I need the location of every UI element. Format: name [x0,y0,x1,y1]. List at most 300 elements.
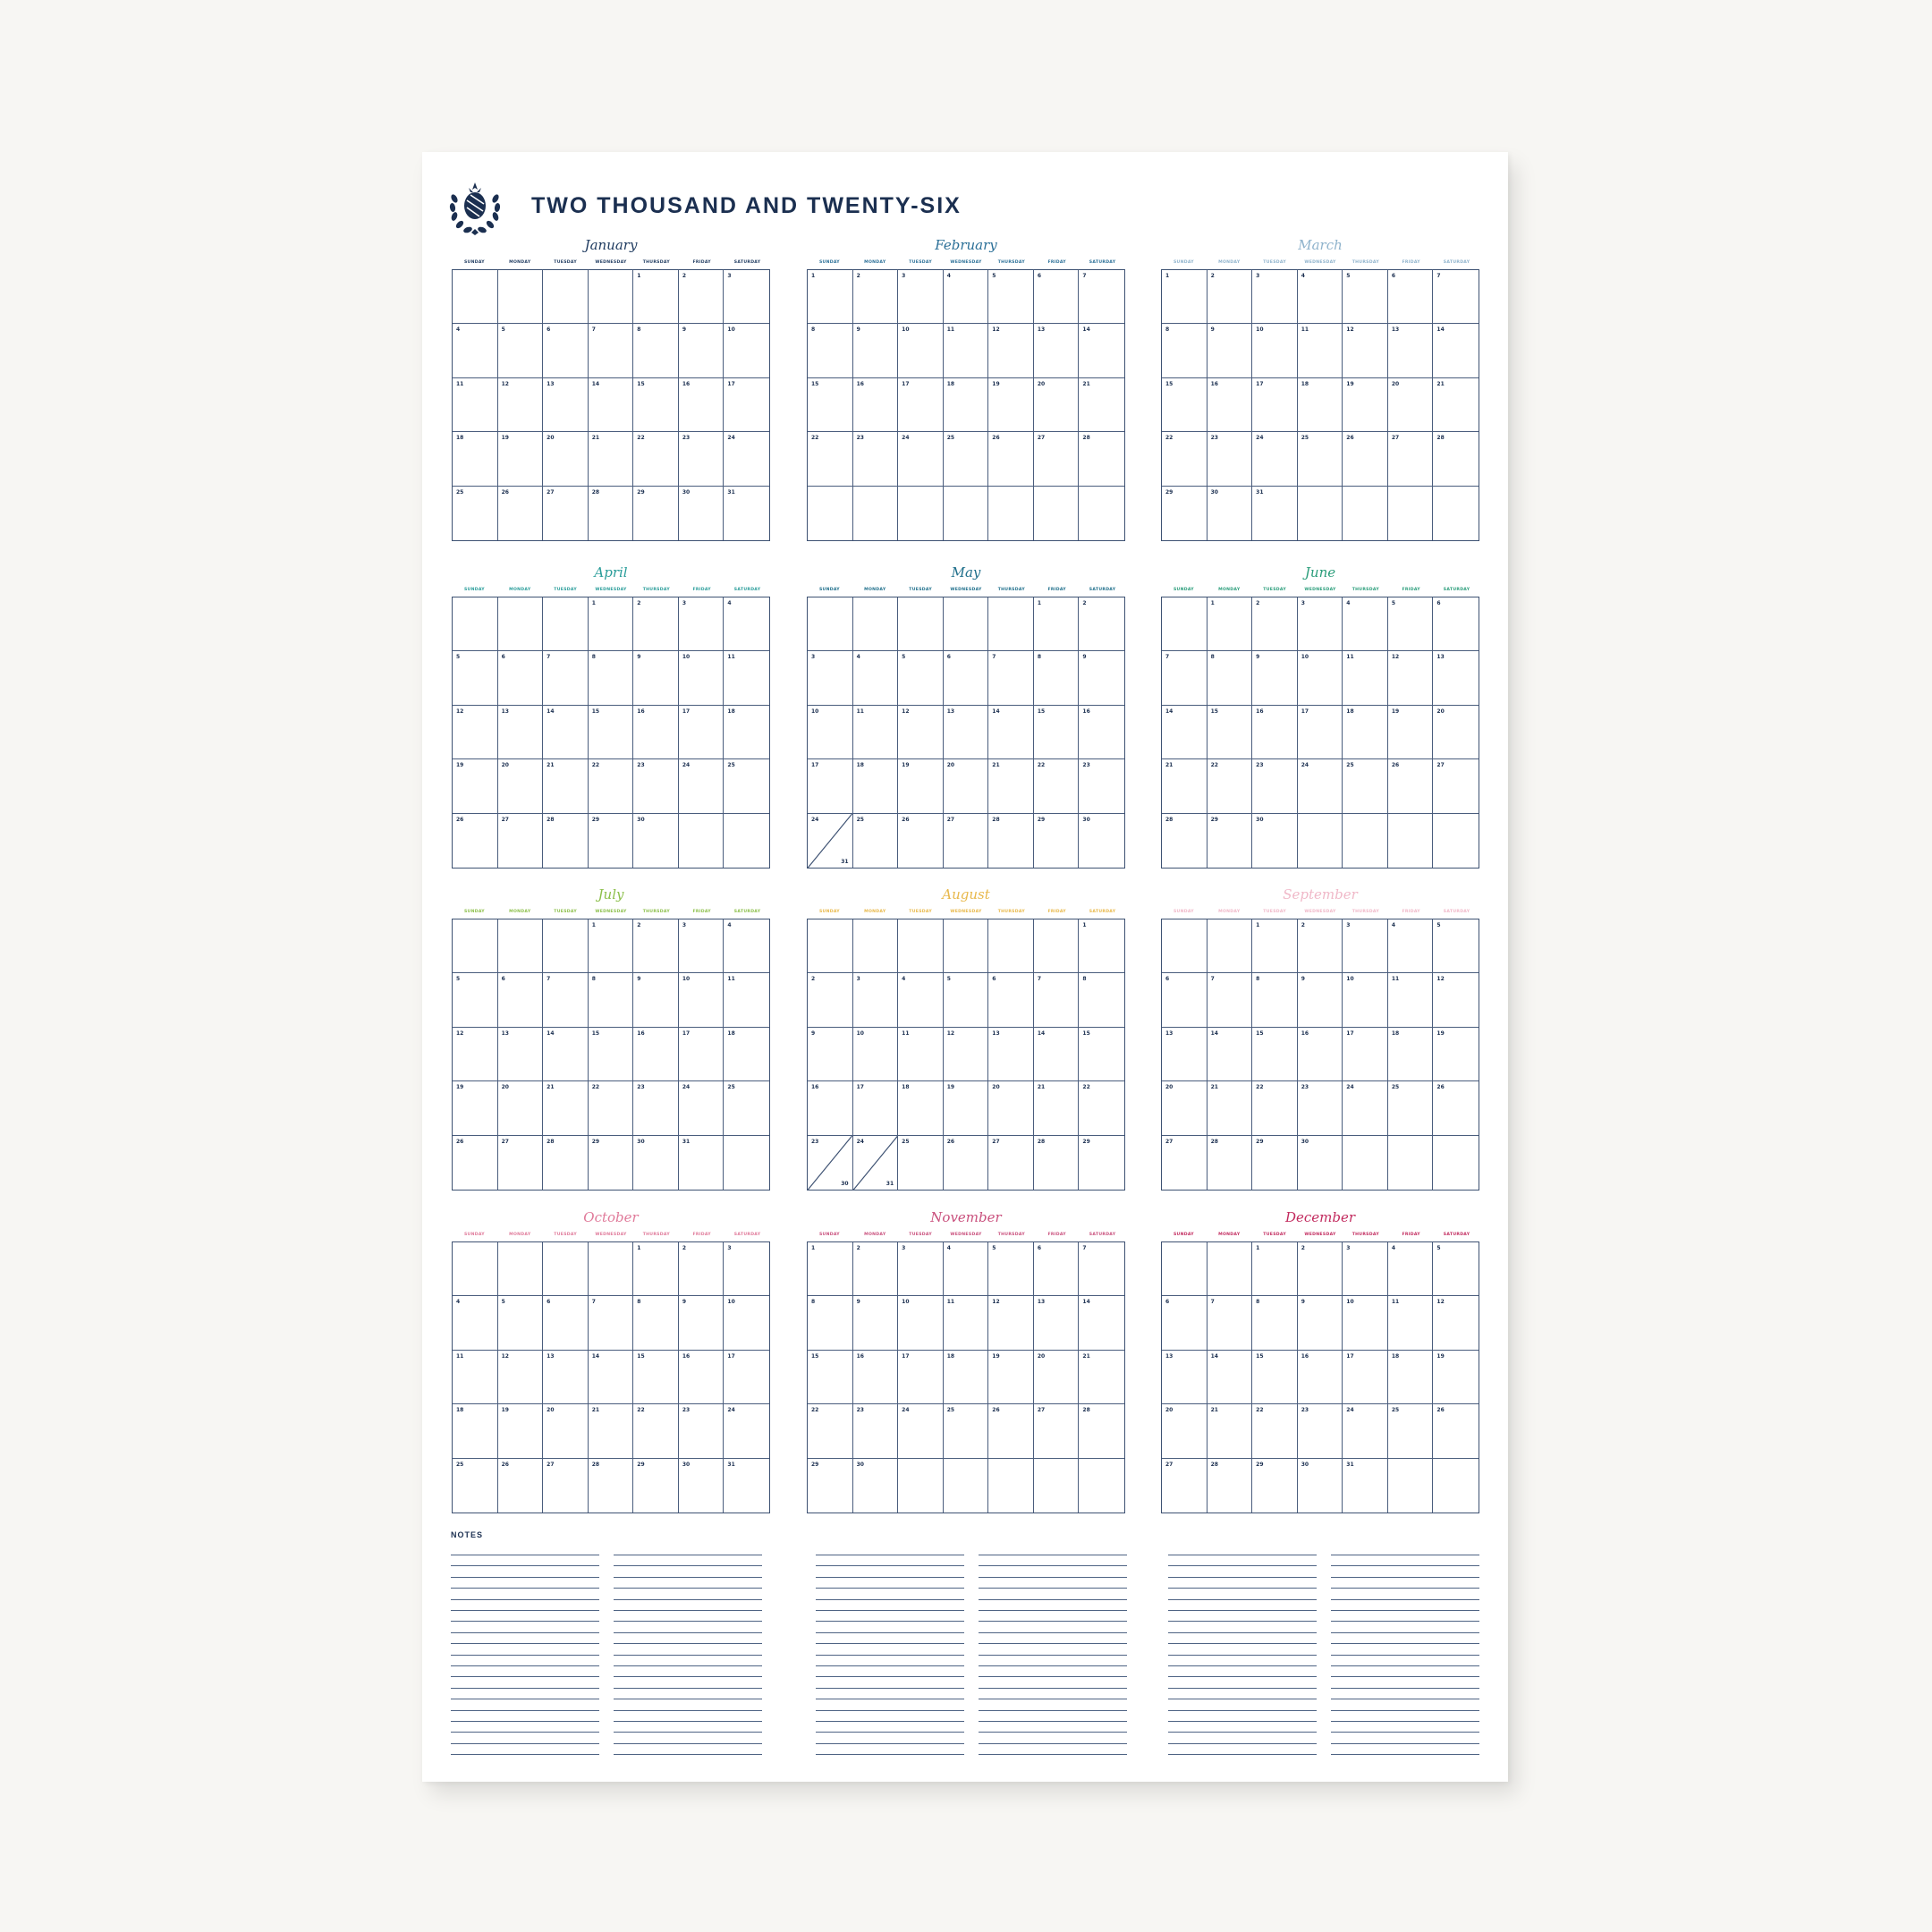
day-cell[interactable] [543,1351,589,1404]
day-cell[interactable] [498,973,544,1027]
day-cell[interactable] [589,1351,634,1404]
day-cell[interactable] [1252,759,1298,813]
day-cell[interactable] [589,378,634,432]
day-cell[interactable] [1388,1136,1434,1190]
day-cell[interactable] [589,919,634,973]
day-cell[interactable] [453,651,498,705]
day-cell[interactable] [1079,973,1124,1027]
day-cell[interactable] [633,919,679,973]
day-cell[interactable] [1034,1136,1080,1190]
day-cell[interactable] [589,759,634,813]
day-cell[interactable] [724,324,769,377]
day-cell[interactable] [543,814,589,868]
day-cell[interactable] [724,487,769,540]
day-cell[interactable] [853,814,899,868]
day-cell[interactable] [1343,1081,1388,1135]
day-cell[interactable] [1343,487,1388,540]
day-cell[interactable] [724,1081,769,1135]
day-cell[interactable] [589,1242,634,1296]
day-cell[interactable] [633,1242,679,1296]
day-cell[interactable] [944,597,989,651]
day-cell[interactable] [944,324,989,377]
day-cell[interactable] [1433,919,1479,973]
day-cell[interactable] [633,1028,679,1081]
day-cell[interactable] [1343,1296,1388,1350]
day-cell[interactable] [543,651,589,705]
day-cell[interactable] [1433,432,1479,486]
day-cell[interactable] [453,1136,498,1190]
day-cell[interactable] [1162,597,1208,651]
day-cell[interactable] [1433,651,1479,705]
day-cell[interactable] [808,597,853,651]
day-cell[interactable] [498,706,544,759]
day-cell[interactable] [1343,1242,1388,1296]
day-cell[interactable] [724,973,769,1027]
day-cell[interactable] [724,378,769,432]
day-cell[interactable] [1208,432,1253,486]
day-cell[interactable] [944,759,989,813]
day-cell[interactable] [1162,1404,1208,1458]
day-cell[interactable] [543,706,589,759]
day-cell[interactable] [1079,1081,1124,1135]
day-cell[interactable] [679,919,724,973]
day-cell[interactable] [1162,1028,1208,1081]
day-cell[interactable] [724,814,769,868]
day-cell[interactable] [679,324,724,377]
day-cell[interactable] [633,597,679,651]
day-cell[interactable] [898,1404,944,1458]
day-cell[interactable] [1208,651,1253,705]
day-cell[interactable] [679,1242,724,1296]
day-cell[interactable] [1388,1028,1434,1081]
day-cell[interactable] [543,324,589,377]
day-cell[interactable] [1034,597,1080,651]
day-cell[interactable] [543,1081,589,1135]
day-cell[interactable] [1034,759,1080,813]
day-cell[interactable] [679,432,724,486]
day-cell[interactable] [808,1136,853,1190]
day-cell[interactable] [808,432,853,486]
notes-column[interactable] [816,1555,964,1760]
day-cell[interactable] [808,919,853,973]
day-cell[interactable] [1433,378,1479,432]
day-cell[interactable] [898,1028,944,1081]
day-cell[interactable] [988,1351,1034,1404]
day-cell[interactable] [1343,973,1388,1027]
day-cell[interactable] [1388,270,1434,324]
day-cell[interactable] [853,487,899,540]
day-cell[interactable] [1433,597,1479,651]
day-cell[interactable] [1433,814,1479,868]
day-cell[interactable] [1252,651,1298,705]
day-cell[interactable] [1252,432,1298,486]
day-cell[interactable] [543,759,589,813]
day-cell[interactable] [1208,597,1253,651]
day-cell[interactable] [1208,973,1253,1027]
day-cell[interactable] [543,1242,589,1296]
day-cell[interactable] [1208,919,1253,973]
day-cell[interactable] [1162,324,1208,377]
day-cell[interactable] [453,1242,498,1296]
day-cell[interactable] [1162,487,1208,540]
day-cell[interactable] [679,759,724,813]
day-cell[interactable] [1298,378,1343,432]
day-cell[interactable] [944,706,989,759]
day-cell[interactable] [1208,378,1253,432]
day-cell[interactable] [988,1296,1034,1350]
day-cell[interactable] [1343,432,1388,486]
day-cell[interactable] [1388,1242,1434,1296]
day-cell[interactable] [898,706,944,759]
day-cell[interactable] [543,432,589,486]
day-cell[interactable] [944,814,989,868]
day-cell[interactable] [808,1459,853,1513]
day-cell[interactable] [1208,487,1253,540]
day-cell[interactable] [853,973,899,1027]
day-cell[interactable] [1034,814,1080,868]
day-cell[interactable] [1298,487,1343,540]
day-cell[interactable] [589,270,634,324]
day-cell[interactable] [1433,1081,1479,1135]
day-cell[interactable] [1079,432,1124,486]
day-cell[interactable] [1298,706,1343,759]
day-cell[interactable] [1208,1404,1253,1458]
day-cell[interactable] [1252,919,1298,973]
day-cell[interactable] [1034,973,1080,1027]
day-cell[interactable] [1162,1242,1208,1296]
day-cell[interactable] [498,1296,544,1350]
day-cell[interactable] [1079,1242,1124,1296]
day-cell[interactable] [453,1404,498,1458]
day-cell[interactable] [1298,432,1343,486]
day-cell[interactable] [853,706,899,759]
day-cell[interactable] [453,1296,498,1350]
day-cell[interactable] [453,759,498,813]
day-cell[interactable] [1388,378,1434,432]
day-cell[interactable] [1388,759,1434,813]
day-cell[interactable] [453,1028,498,1081]
day-cell[interactable] [1079,597,1124,651]
day-cell[interactable] [853,270,899,324]
day-cell[interactable] [988,1242,1034,1296]
day-cell[interactable] [988,973,1034,1027]
day-cell[interactable] [944,487,989,540]
day-cell[interactable] [988,270,1034,324]
day-cell[interactable] [898,1081,944,1135]
day-cell[interactable] [1252,1296,1298,1350]
day-cell[interactable] [453,324,498,377]
day-cell[interactable] [1252,270,1298,324]
day-cell[interactable] [944,378,989,432]
day-cell[interactable] [1298,1296,1343,1350]
day-cell[interactable] [853,597,899,651]
day-cell[interactable] [589,706,634,759]
day-cell[interactable] [1433,1404,1479,1458]
day-cell[interactable] [498,1028,544,1081]
day-cell[interactable] [1034,270,1080,324]
day-cell[interactable] [679,1081,724,1135]
day-cell[interactable] [808,1028,853,1081]
day-cell[interactable] [988,814,1034,868]
day-cell[interactable] [498,1242,544,1296]
day-cell[interactable] [1343,1028,1388,1081]
day-cell[interactable] [498,324,544,377]
day-cell[interactable] [724,270,769,324]
day-cell[interactable] [853,324,899,377]
day-cell[interactable] [1433,324,1479,377]
day-cell[interactable] [724,759,769,813]
day-cell[interactable] [853,1404,899,1458]
day-cell[interactable] [988,1404,1034,1458]
day-cell[interactable] [543,378,589,432]
day-cell[interactable] [1034,1296,1080,1350]
day-cell[interactable] [1433,1242,1479,1296]
day-cell[interactable] [633,1296,679,1350]
day-cell[interactable] [1298,1404,1343,1458]
day-cell[interactable] [853,1081,899,1135]
day-cell[interactable] [808,324,853,377]
day-cell[interactable] [1252,706,1298,759]
day-cell[interactable] [808,814,853,868]
day-cell[interactable] [853,1459,899,1513]
day-cell[interactable] [1388,651,1434,705]
day-cell[interactable] [944,973,989,1027]
day-cell[interactable] [633,378,679,432]
day-cell[interactable] [453,432,498,486]
day-cell[interactable] [724,651,769,705]
notes-column[interactable] [451,1555,599,1760]
day-cell[interactable] [1433,1351,1479,1404]
day-cell[interactable] [589,597,634,651]
day-cell[interactable] [1388,919,1434,973]
day-cell[interactable] [1298,1028,1343,1081]
day-cell[interactable] [988,1028,1034,1081]
day-cell[interactable] [453,487,498,540]
day-cell[interactable] [1208,706,1253,759]
day-cell[interactable] [1343,378,1388,432]
day-cell[interactable] [808,1351,853,1404]
day-cell[interactable] [1298,973,1343,1027]
day-cell[interactable] [944,270,989,324]
day-cell[interactable] [1252,1351,1298,1404]
day-cell[interactable] [724,1242,769,1296]
day-cell[interactable] [1388,324,1434,377]
day-cell[interactable] [1433,1028,1479,1081]
day-cell[interactable] [1388,597,1434,651]
day-cell[interactable] [898,759,944,813]
day-cell[interactable] [679,487,724,540]
day-cell[interactable] [1208,1351,1253,1404]
day-cell[interactable] [853,651,899,705]
day-cell[interactable] [1034,432,1080,486]
day-cell[interactable] [1433,1459,1479,1513]
day-cell[interactable] [633,814,679,868]
day-cell[interactable] [1343,919,1388,973]
day-cell[interactable] [1298,1351,1343,1404]
day-cell[interactable] [898,1296,944,1350]
day-cell[interactable] [944,919,989,973]
day-cell[interactable] [1162,432,1208,486]
day-cell[interactable] [1298,324,1343,377]
day-cell[interactable] [944,1459,989,1513]
day-cell[interactable] [1433,270,1479,324]
day-cell[interactable] [1208,324,1253,377]
day-cell[interactable] [1252,324,1298,377]
day-cell[interactable] [944,1296,989,1350]
day-cell[interactable] [1208,759,1253,813]
day-cell[interactable] [498,597,544,651]
day-cell[interactable] [808,706,853,759]
day-cell[interactable] [453,1081,498,1135]
day-cell[interactable] [808,759,853,813]
day-cell[interactable] [1034,324,1080,377]
day-cell[interactable] [679,706,724,759]
day-cell[interactable] [1298,1136,1343,1190]
day-cell[interactable] [898,973,944,1027]
day-cell[interactable] [589,324,634,377]
day-cell[interactable] [1252,378,1298,432]
day-cell[interactable] [498,378,544,432]
day-cell[interactable] [589,432,634,486]
day-cell[interactable] [1162,270,1208,324]
day-cell[interactable] [1034,1404,1080,1458]
day-cell[interactable] [1162,759,1208,813]
notes-column[interactable] [979,1555,1127,1760]
day-cell[interactable] [1433,1136,1479,1190]
day-cell[interactable] [1079,324,1124,377]
day-cell[interactable] [1298,597,1343,651]
day-cell[interactable] [724,1028,769,1081]
day-cell[interactable] [633,487,679,540]
day-cell[interactable] [679,1028,724,1081]
day-cell[interactable] [1388,706,1434,759]
day-cell[interactable] [589,1136,634,1190]
day-cell[interactable] [543,1028,589,1081]
day-cell[interactable] [453,597,498,651]
day-cell[interactable] [453,919,498,973]
day-cell[interactable] [1433,759,1479,813]
day-cell[interactable] [679,1136,724,1190]
day-cell[interactable] [724,1404,769,1458]
day-cell[interactable] [898,1242,944,1296]
day-cell[interactable] [679,1459,724,1513]
day-cell[interactable] [944,432,989,486]
day-cell[interactable] [808,487,853,540]
day-cell[interactable] [944,1351,989,1404]
day-cell[interactable] [724,1136,769,1190]
day-cell[interactable] [1034,1028,1080,1081]
day-cell[interactable] [1034,706,1080,759]
day-cell[interactable] [988,324,1034,377]
day-cell[interactable] [853,759,899,813]
day-cell[interactable] [1252,1081,1298,1135]
day-cell[interactable] [898,651,944,705]
day-cell[interactable] [1298,1081,1343,1135]
day-cell[interactable] [724,919,769,973]
day-cell[interactable] [1252,1242,1298,1296]
day-cell[interactable] [1162,919,1208,973]
day-cell[interactable] [944,1242,989,1296]
day-cell[interactable] [853,1242,899,1296]
day-cell[interactable] [633,1459,679,1513]
day-cell[interactable] [1079,378,1124,432]
day-cell[interactable] [453,270,498,324]
day-cell[interactable] [1433,706,1479,759]
day-cell[interactable] [988,1081,1034,1135]
day-cell[interactable] [853,1136,899,1190]
day-cell[interactable] [589,1296,634,1350]
day-cell[interactable] [724,432,769,486]
day-cell[interactable] [988,432,1034,486]
day-cell[interactable] [1252,1136,1298,1190]
day-cell[interactable] [988,597,1034,651]
day-cell[interactable] [853,1028,899,1081]
day-cell[interactable] [679,973,724,1027]
day-cell[interactable] [1208,1028,1253,1081]
day-cell[interactable] [1034,1459,1080,1513]
day-cell[interactable] [633,973,679,1027]
day-cell[interactable] [944,1404,989,1458]
day-cell[interactable] [988,1136,1034,1190]
day-cell[interactable] [1433,1296,1479,1350]
day-cell[interactable] [988,1459,1034,1513]
day-cell[interactable] [1162,378,1208,432]
day-cell[interactable] [543,973,589,1027]
day-cell[interactable] [498,1404,544,1458]
day-cell[interactable] [1079,1028,1124,1081]
day-cell[interactable] [724,706,769,759]
day-cell[interactable] [498,432,544,486]
day-cell[interactable] [1034,487,1080,540]
day-cell[interactable] [1433,973,1479,1027]
day-cell[interactable] [1162,1459,1208,1513]
day-cell[interactable] [1298,1242,1343,1296]
day-cell[interactable] [543,1459,589,1513]
day-cell[interactable] [853,1351,899,1404]
day-cell[interactable] [498,1081,544,1135]
day-cell[interactable] [1252,1459,1298,1513]
day-cell[interactable] [1034,1242,1080,1296]
day-cell[interactable] [633,270,679,324]
notes-column[interactable] [1331,1555,1479,1760]
day-cell[interactable] [808,973,853,1027]
notes-column[interactable] [614,1555,762,1760]
day-cell[interactable] [853,432,899,486]
day-cell[interactable] [1079,919,1124,973]
day-cell[interactable] [1034,651,1080,705]
day-cell[interactable] [1298,759,1343,813]
day-cell[interactable] [1388,1459,1434,1513]
day-cell[interactable] [633,1404,679,1458]
day-cell[interactable] [679,597,724,651]
day-cell[interactable] [1079,1459,1124,1513]
day-cell[interactable] [1388,432,1434,486]
day-cell[interactable] [1343,651,1388,705]
day-cell[interactable] [1298,270,1343,324]
day-cell[interactable] [589,651,634,705]
day-cell[interactable] [679,814,724,868]
day-cell[interactable] [679,1404,724,1458]
day-cell[interactable] [1252,814,1298,868]
day-cell[interactable] [589,1081,634,1135]
day-cell[interactable] [1208,1459,1253,1513]
day-cell[interactable] [543,597,589,651]
day-cell[interactable] [1388,1296,1434,1350]
day-cell[interactable] [1079,1404,1124,1458]
day-cell[interactable] [679,651,724,705]
day-cell[interactable] [1079,270,1124,324]
day-cell[interactable] [724,597,769,651]
